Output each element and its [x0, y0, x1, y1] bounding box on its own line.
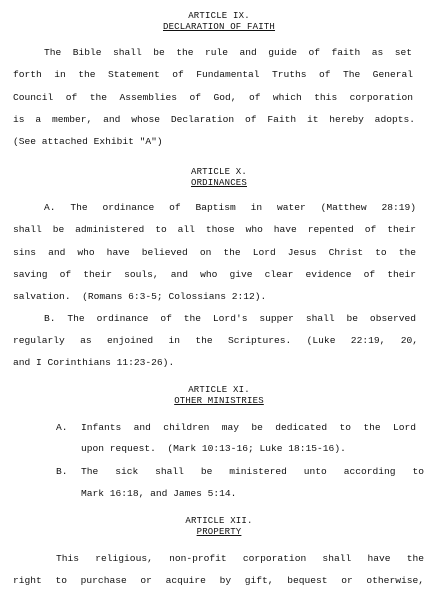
article-xii-title: PROPERTY — [196, 527, 242, 537]
article-xii-line-1: This religious, non-profit corporation shall have the — [56, 553, 424, 564]
article-x-line-3: sins and who have believed on the Lord Jesus Christ to the — [13, 247, 416, 258]
article-x-number: ARTICLE X. — [190, 167, 247, 177]
article-xi-item-a-label: A. — [56, 422, 68, 433]
article-x-line-6: B. The ordinance of the Lord's supper shall be observed — [44, 313, 416, 324]
article-x-line-4: saving of their souls, and who give clear evidence of their — [13, 269, 416, 280]
article-ix-line-2: forth in the Statement of Fundamental Truths of The General — [13, 69, 413, 80]
article-xi-item-b-line-1: The sick shall be ministered unto according to — [81, 466, 424, 477]
article-ix-line-1: The Bible shall be the rule and guide of faith as set — [44, 47, 412, 58]
article-ix-number: ARTICLE IX. — [188, 11, 250, 21]
article-ix-line-3: Council of the Assemblies of God, of which this corporation — [13, 92, 413, 103]
article-xi-item-a-line-1: Infants and children may be dedicated to the Lord — [81, 422, 416, 433]
article-ix-line-5: (See attached Exhibit "A") — [13, 136, 163, 147]
article-x-line-1: A. The ordinance of Baptism in water (Matthew 28:19) — [44, 202, 416, 213]
article-x-line-5: salvation. (Romans 6:3-5; Colossians 2:12). — [13, 291, 267, 302]
article-xi-item-a-line-2: upon request. (Mark 10:13-16; Luke 18:15-16). — [81, 443, 346, 454]
article-xi-item-b-label: B. — [56, 466, 68, 477]
article-xi-number: ARTICLE XI. — [188, 385, 250, 395]
article-x-line-2: shall be administered to all those who have repented of their — [13, 224, 416, 235]
article-x-line-8: and I Corinthians 11:23-26). — [13, 357, 175, 368]
article-x-title: ORDINANCES — [190, 178, 247, 188]
article-x-line-7: regularly as enjoined in the Scriptures. (Luke 22:19, 20, — [13, 335, 418, 346]
article-xi-title: OTHER MINISTRIES — [174, 396, 264, 406]
article-xii-line-2: right to purchase or acquire by gift, bequest or otherwise, — [13, 575, 424, 586]
article-xi-item-b-line-2: Mark 16:18, and James 5:14. — [81, 488, 237, 499]
article-ix-title: DECLARATION OF FAITH — [162, 22, 276, 32]
article-ix-line-4: is a member, and whose Declaration of Faith it hereby adopts. — [13, 114, 415, 125]
article-xii-number: ARTICLE XII. — [185, 516, 253, 526]
